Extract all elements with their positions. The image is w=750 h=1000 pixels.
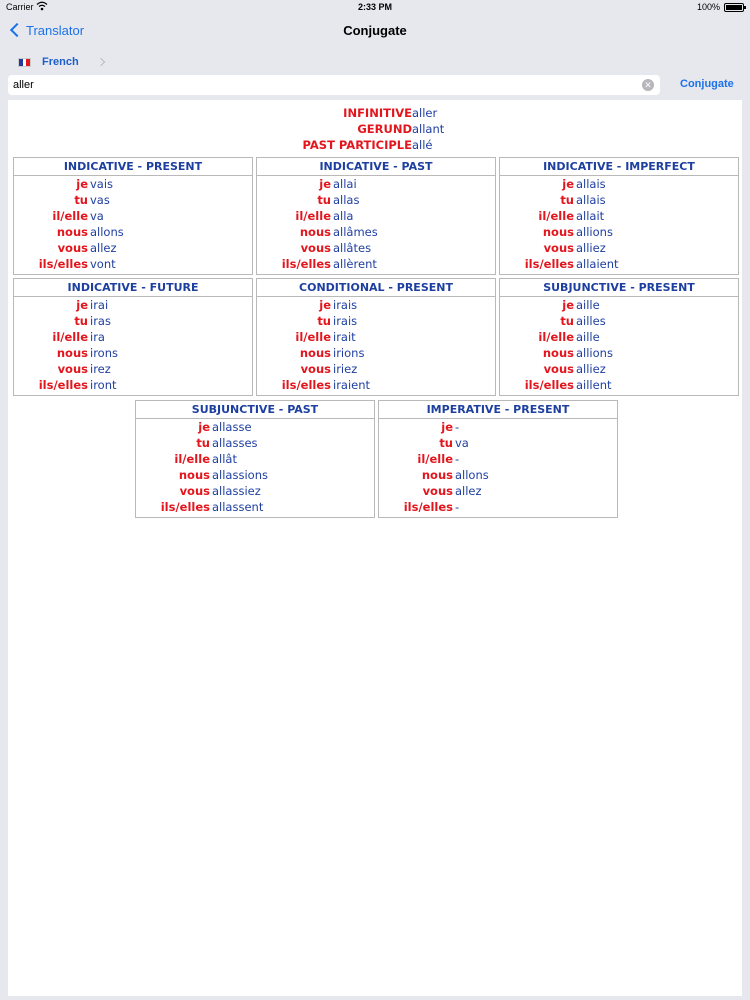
navigation-bar (0, 14, 750, 46)
battery-percent: 100% (696, 2, 720, 12)
table-row (257, 377, 495, 393)
table-row (257, 361, 495, 377)
table-row (500, 176, 738, 192)
table-indicative-present (13, 157, 253, 275)
pronoun: je (198, 420, 210, 434)
verb-form: aille (576, 330, 600, 344)
back-label: Translator (26, 22, 85, 38)
pronoun: tu (74, 314, 88, 328)
verb-form: allaient (576, 257, 619, 271)
pronoun: il/elle (174, 452, 210, 466)
language-label: French (42, 56, 79, 68)
table-row (136, 419, 374, 435)
pronoun: je (319, 298, 331, 312)
battery-icon (724, 3, 744, 12)
clock: 2:33 PM (357, 2, 392, 12)
pronoun: tu (196, 436, 210, 450)
table-row (500, 224, 738, 240)
table-row (14, 345, 252, 361)
chevron-right-icon (97, 58, 105, 66)
gerund-value: allant (412, 122, 445, 136)
pronoun: vous (543, 362, 574, 376)
verb-form: va (90, 209, 104, 223)
pronoun: tu (317, 314, 331, 328)
pronoun: vous (179, 484, 210, 498)
table-row (257, 256, 495, 272)
table-title: IMPERATIVE - PRESENT (379, 401, 617, 419)
gerund-label: GERUND (357, 122, 412, 136)
past-participle-value: allé (412, 138, 433, 152)
table-row (14, 192, 252, 208)
table-row (14, 297, 252, 313)
table-row (257, 176, 495, 192)
verb-form: - (455, 420, 460, 434)
table-row (500, 192, 738, 208)
conjugation-panel (8, 100, 742, 996)
pronoun: nous (542, 225, 574, 239)
table-conditional-present (256, 278, 496, 396)
pronoun: nous (178, 468, 210, 482)
pronoun: il/elle (538, 330, 574, 344)
pronoun: il/elle (295, 330, 331, 344)
gerund-row (8, 122, 742, 138)
verb-form: allez (455, 484, 482, 498)
verb-form: allèrent (333, 257, 377, 271)
infinitive-row (8, 106, 742, 122)
table-title: SUBJUNCTIVE - PAST (136, 401, 374, 419)
language-selector[interactable] (0, 50, 750, 72)
table-row (136, 483, 374, 499)
verb-form: allassions (212, 468, 268, 482)
verb-form: allas (333, 193, 360, 207)
verb-form: - (455, 452, 460, 466)
pronoun: ils/elles (38, 257, 88, 271)
pronoun: ils/elles (281, 257, 331, 271)
table-row (14, 224, 252, 240)
table-row (257, 297, 495, 313)
table-row (500, 345, 738, 361)
verb-form: allâmes (333, 225, 378, 239)
table-subjunctive-present (499, 278, 739, 396)
pronoun: nous (56, 225, 88, 239)
verb-form: allons (455, 468, 489, 482)
table-row (500, 256, 738, 272)
pronoun: je (562, 177, 574, 191)
verb-form: iraient (333, 378, 371, 392)
table-row (379, 435, 617, 451)
table-row (379, 451, 617, 467)
pronoun: vous (543, 241, 574, 255)
table-row (14, 256, 252, 272)
verb-form: irez (90, 362, 111, 376)
pronoun: nous (421, 468, 453, 482)
past-participle-row (8, 138, 742, 154)
table-row (136, 451, 374, 467)
pronoun: je (441, 420, 453, 434)
pronoun: ils/elles (160, 500, 210, 514)
verb-form: vais (90, 177, 114, 191)
pronoun: je (319, 177, 331, 191)
verb-form: irais (333, 298, 358, 312)
verb-form: - (455, 500, 460, 514)
table-row (379, 499, 617, 515)
table-row (379, 419, 617, 435)
table-indicative-past (256, 157, 496, 275)
table-row (257, 313, 495, 329)
verb-form: allons (90, 225, 124, 239)
pronoun: il/elle (295, 209, 331, 223)
verb-form: allât (212, 452, 237, 466)
table-row (14, 208, 252, 224)
verb-form: irions (333, 346, 365, 360)
pronoun: nous (299, 225, 331, 239)
verb-form: allâtes (333, 241, 372, 255)
pronoun: vous (300, 241, 331, 255)
pronoun: tu (439, 436, 453, 450)
verb-input[interactable] (13, 78, 633, 92)
table-row (379, 483, 617, 499)
table-row (379, 467, 617, 483)
table-row (257, 208, 495, 224)
pronoun: il/elle (538, 209, 574, 223)
status-bar (0, 0, 750, 14)
infinitive-value: aller (412, 106, 438, 120)
verb-form: vont (90, 257, 116, 271)
table-row (14, 329, 252, 345)
table-title: CONDITIONAL - PRESENT (257, 279, 495, 297)
table-row (257, 329, 495, 345)
verb-form: iriez (333, 362, 358, 376)
conjugate-button[interactable]: Conjugate (680, 78, 734, 90)
table-row (136, 499, 374, 515)
table-row (136, 467, 374, 483)
verb-form: allassiez (212, 484, 261, 498)
verb-form: alliez (576, 241, 606, 255)
pronoun: il/elle (52, 209, 88, 223)
table-title: INDICATIVE - IMPERFECT (500, 158, 738, 176)
verb-form: alliez (576, 362, 606, 376)
table-row (257, 224, 495, 240)
table-title: INDICATIVE - PRESENT (14, 158, 252, 176)
verb-form: alla (333, 209, 354, 223)
pronoun: ils/elles (524, 257, 574, 271)
pronoun: tu (74, 193, 88, 207)
verb-form: aillent (576, 378, 612, 392)
table-row (14, 313, 252, 329)
verb-form: iras (90, 314, 111, 328)
verb-form: allions (576, 225, 613, 239)
table-title: INDICATIVE - PAST (257, 158, 495, 176)
verb-form: va (455, 436, 469, 450)
page-title: Conjugate (343, 23, 407, 38)
pronoun: je (76, 177, 88, 191)
table-row (14, 361, 252, 377)
table-row (257, 192, 495, 208)
verb-form: irait (333, 330, 356, 344)
verb-form: allassent (212, 500, 264, 514)
search-bar (8, 75, 660, 95)
pronoun: ils/elles (281, 378, 331, 392)
pronoun: il/elle (52, 330, 88, 344)
table-row (257, 345, 495, 361)
pronoun: vous (57, 362, 88, 376)
pronoun: ils/elles (403, 500, 453, 514)
table-row (14, 176, 252, 192)
table-row (500, 313, 738, 329)
table-row (500, 240, 738, 256)
pronoun: tu (560, 193, 574, 207)
table-row (500, 329, 738, 345)
verb-form: allais (576, 177, 606, 191)
table-row (136, 435, 374, 451)
table-subjunctive-past (135, 400, 375, 518)
verb-form: ira (90, 330, 105, 344)
verb-form: irais (333, 314, 358, 328)
verb-form: allais (576, 193, 606, 207)
table-title: SUBJUNCTIVE - PRESENT (500, 279, 738, 297)
verb-form: iront (90, 378, 117, 392)
pronoun: tu (560, 314, 574, 328)
past-participle-label: PAST PARTICIPLE (302, 138, 412, 152)
table-row (14, 377, 252, 393)
table-row (500, 377, 738, 393)
pronoun: il/elle (417, 452, 453, 466)
table-row (14, 240, 252, 256)
pronoun: nous (299, 346, 331, 360)
carrier-label: Carrier (6, 2, 34, 12)
verb-form: allions (576, 346, 613, 360)
table-row (500, 208, 738, 224)
verb-form: vas (90, 193, 110, 207)
verb-form: irai (90, 298, 109, 312)
pronoun: je (562, 298, 574, 312)
pronoun: je (76, 298, 88, 312)
clear-icon[interactable]: ✕ (642, 79, 654, 91)
pronoun: ils/elles (524, 378, 574, 392)
verb-form: allasses (212, 436, 258, 450)
table-row (500, 297, 738, 313)
verb-form: allai (333, 177, 357, 191)
pronoun: vous (300, 362, 331, 376)
verb-form: ailles (576, 314, 606, 328)
pronoun: vous (57, 241, 88, 255)
infinitive-label: INFINITIVE (343, 106, 412, 120)
verb-form: allait (576, 209, 605, 223)
table-imperative-present (378, 400, 618, 518)
verb-form: aille (576, 298, 600, 312)
verb-form: irons (90, 346, 118, 360)
pronoun: tu (317, 193, 331, 207)
pronoun: ils/elles (38, 378, 88, 392)
pronoun: vous (422, 484, 453, 498)
french-flag-icon (18, 58, 31, 67)
verb-form: allez (90, 241, 117, 255)
table-title: INDICATIVE - FUTURE (14, 279, 252, 297)
pronoun: nous (542, 346, 574, 360)
pronoun: nous (56, 346, 88, 360)
table-row (257, 240, 495, 256)
table-row (500, 361, 738, 377)
table-indicative-future (13, 278, 253, 396)
verb-form: allasse (212, 420, 252, 434)
table-indicative-imperfect (499, 157, 739, 275)
